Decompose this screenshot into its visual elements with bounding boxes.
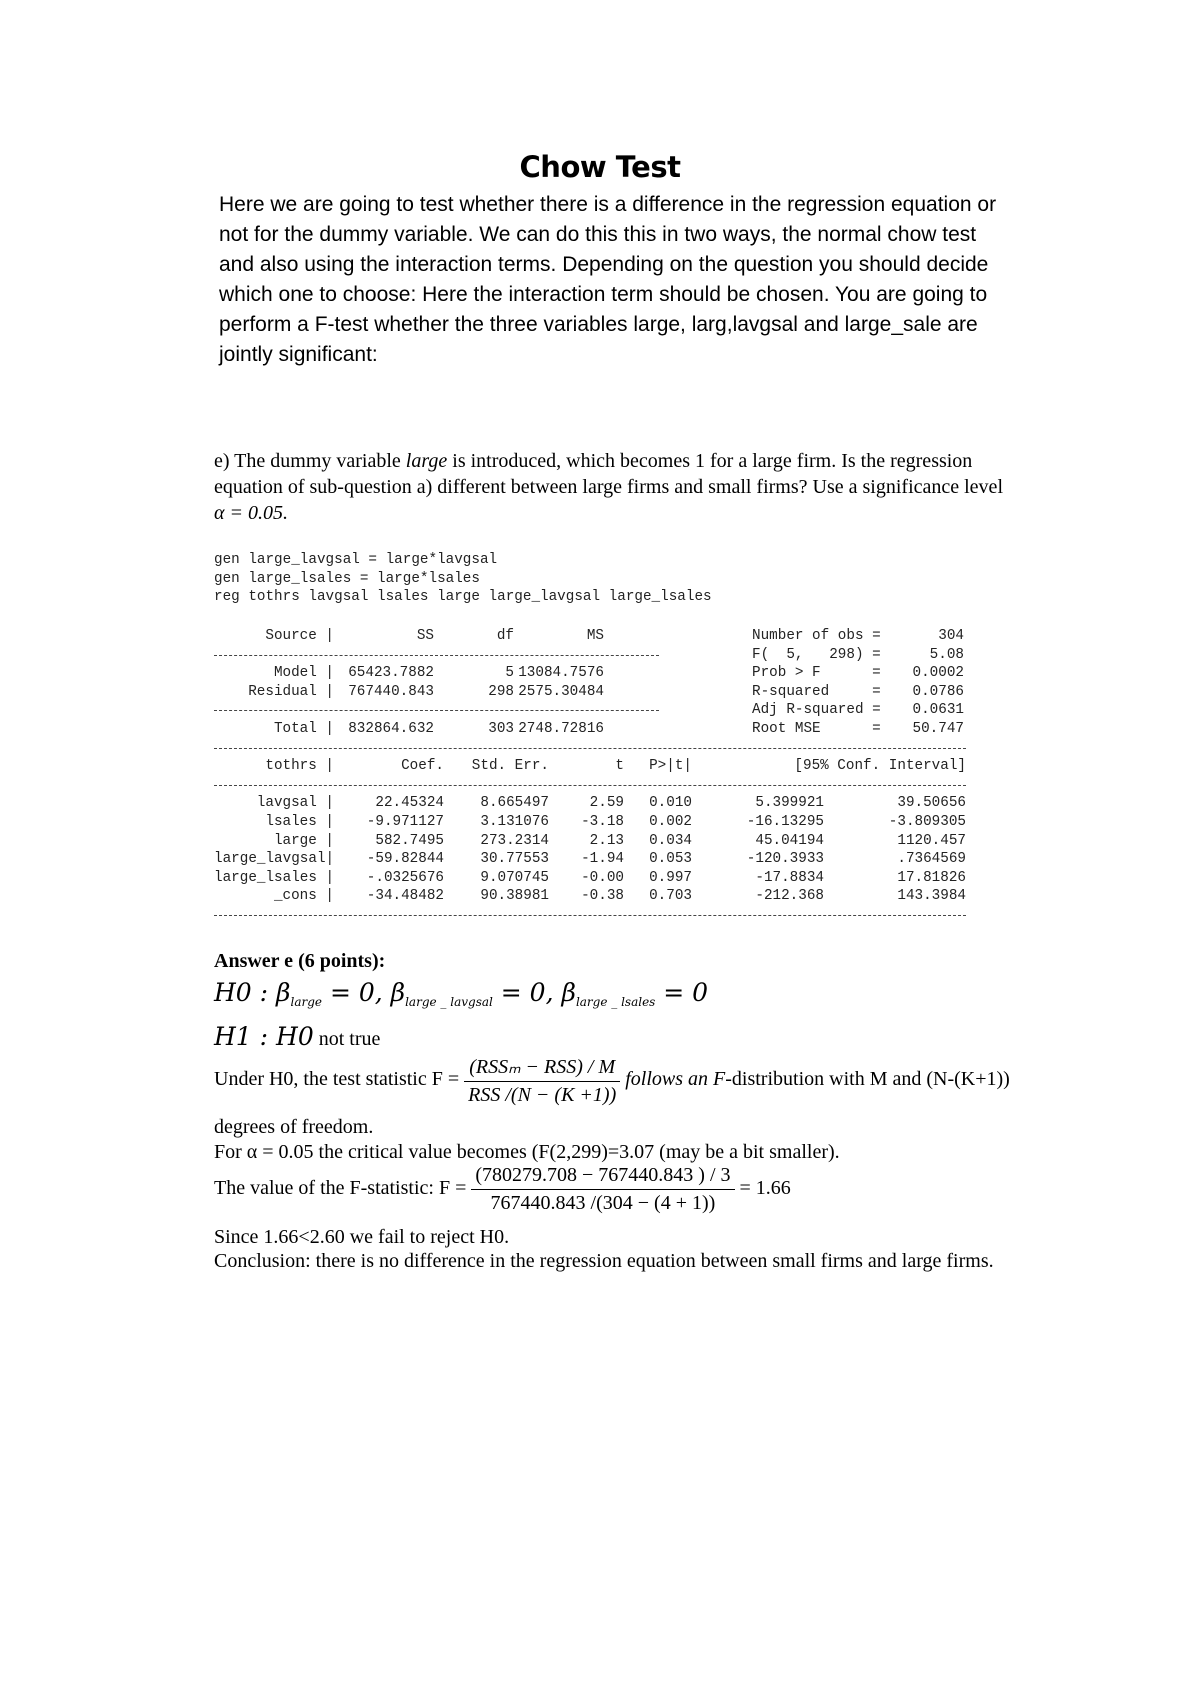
fvalue-fraction bbox=[471, 1164, 734, 1215]
fvalue-numerator: (780279.708 − 767440.843 ) / 3 bbox=[471, 1164, 734, 1190]
stat-label: Prob > F = bbox=[752, 665, 881, 682]
coef-var: large | bbox=[273, 832, 334, 849]
anova-ms: 2748.72816 bbox=[518, 720, 604, 737]
coef-ci-lo: -17.8834 bbox=[755, 869, 824, 886]
coef-t: -3.18 bbox=[581, 813, 624, 830]
anova-header-ms: MS bbox=[586, 628, 604, 644]
stat-label: Number of obs = bbox=[752, 628, 881, 644]
question-post: is introduced, which becomes 1 for a large firm. Is the regression bbox=[447, 450, 973, 472]
anova-ss: 832864.632 bbox=[348, 720, 434, 737]
h0-sub-2: large _ lavgsal bbox=[405, 995, 493, 1009]
stat-value: 0.0631 bbox=[912, 702, 964, 719]
h0-sub-1: large bbox=[290, 995, 322, 1009]
command-line: reg tothrs lavgsal lsales large large_lavgsal large_lsales bbox=[214, 589, 712, 605]
anova-rule-row bbox=[214, 701, 964, 720]
coef-rule-mid bbox=[214, 776, 248, 795]
coef-value: 22.45324 bbox=[375, 795, 444, 812]
anova-rule-row bbox=[214, 646, 964, 665]
coef-ci-hi: .7364569 bbox=[897, 851, 966, 868]
test-statistic-line bbox=[214, 1054, 1010, 1107]
stat-label: R-squared = bbox=[752, 683, 881, 700]
coef-var: lavgsal | bbox=[256, 795, 334, 812]
coef-divider bbox=[214, 915, 966, 916]
coef-p: 0.034 bbox=[649, 832, 692, 849]
coef-ci-hi: 17.81826 bbox=[897, 869, 966, 886]
h1-math: H1 : H0 bbox=[214, 1022, 314, 1051]
coef-rule-bottom bbox=[214, 906, 248, 925]
command-line: gen large_lavgsal = large*lavgsal bbox=[214, 552, 498, 568]
stat-follows: follows an F bbox=[625, 1068, 726, 1091]
coef-t: -0.38 bbox=[581, 888, 624, 905]
h1-hypothesis bbox=[214, 1022, 380, 1051]
command-line: gen large_lsales = large*lsales bbox=[214, 570, 480, 587]
coef-row bbox=[214, 887, 966, 906]
coef-p: 0.997 bbox=[649, 869, 692, 886]
h0-sub-3: large _ lsales bbox=[575, 995, 656, 1009]
coef-row bbox=[214, 813, 966, 832]
anova-source: Model | bbox=[273, 665, 334, 682]
stat-tail: -distribution with M and (N-(K+1)) bbox=[725, 1068, 1010, 1091]
coef-se: 90.38981 bbox=[480, 888, 549, 905]
coef-header-var: tothrs | bbox=[265, 758, 334, 775]
anova-df: 298 bbox=[488, 683, 514, 700]
coef-ci-lo: -120.3933 bbox=[746, 851, 824, 868]
anova-ss: 767440.843 bbox=[348, 683, 434, 700]
anova-header-df: df bbox=[496, 628, 514, 644]
coef-se: 3.131076 bbox=[480, 813, 549, 830]
coef-header-coef: Coef. bbox=[401, 758, 444, 775]
intro-line: Here we are going to test whether there is a difference in the regression equation or bbox=[219, 193, 997, 216]
stat-fraction bbox=[464, 1054, 620, 1107]
coef-value: 582.7495 bbox=[375, 832, 444, 849]
coef-t: -0.00 bbox=[581, 869, 624, 886]
stat-value: 0.0786 bbox=[912, 683, 964, 700]
critical-line: For α = 0.05 the critical value becomes (F(2,299)=3.07 (may be a bit smaller). bbox=[214, 1141, 840, 1163]
coef-ci-hi: -3.809305 bbox=[888, 813, 966, 830]
regression-output bbox=[214, 627, 966, 925]
anova-header-ss: SS bbox=[416, 628, 434, 644]
anova-df: 303 bbox=[488, 720, 514, 737]
coef-ci-hi: 143.3984 bbox=[897, 888, 966, 905]
coef-p: 0.703 bbox=[649, 888, 692, 905]
coef-ci-lo: 45.04194 bbox=[755, 832, 824, 849]
h1-text: not true bbox=[313, 1028, 381, 1050]
coef-header-t: t bbox=[615, 758, 624, 775]
stat-value: 5.08 bbox=[929, 646, 964, 663]
anova-df: 5 bbox=[505, 665, 514, 682]
f-value-line bbox=[214, 1164, 791, 1215]
coef-p: 0.053 bbox=[649, 851, 692, 868]
coef-row bbox=[214, 869, 966, 888]
coef-p: 0.010 bbox=[649, 795, 692, 812]
coef-se: 30.77553 bbox=[480, 851, 549, 868]
coef-var: _cons | bbox=[273, 888, 334, 905]
intro-line: and also using the interaction terms. Depending on the question you should decide bbox=[219, 253, 989, 276]
stat-denominator: RSS /(N − (K +1)) bbox=[468, 1084, 617, 1106]
fvalue-denominator: 767440.843 /(304 − (4 + 1)) bbox=[490, 1192, 716, 1214]
answer-heading: Answer e (6 points): bbox=[214, 950, 386, 972]
stat-value: 304 bbox=[938, 628, 964, 644]
coef-p: 0.002 bbox=[649, 813, 692, 830]
fvalue-lead: The value of the F-statistic: F = bbox=[214, 1177, 467, 1200]
intro-paragraph bbox=[219, 190, 1079, 370]
coef-t: 2.59 bbox=[589, 795, 624, 812]
coef-ci-hi: 39.50656 bbox=[897, 795, 966, 812]
coef-value: -59.82844 bbox=[366, 851, 444, 868]
intro-line: not for the dummy variable. We can do this this in two ways, the normal chow test bbox=[219, 223, 977, 246]
coef-se: 273.2314 bbox=[480, 832, 549, 849]
anova-ss: 65423.7882 bbox=[348, 665, 434, 682]
coef-rule-top bbox=[214, 739, 248, 758]
stat-label: Adj R-squared = bbox=[752, 702, 881, 719]
question-italic: large bbox=[405, 450, 448, 472]
coef-var: large_lavgsal| bbox=[214, 851, 335, 868]
coef-var: lsales | bbox=[265, 813, 334, 830]
h0-hypothesis bbox=[214, 978, 708, 1009]
h0-eq-1: = 0, β bbox=[322, 978, 406, 1007]
intro-line: perform a F-test whether the three variables large, larg,lavgsal and large_sale are bbox=[219, 313, 978, 336]
anova-row-total bbox=[214, 720, 964, 739]
anova-row-residual bbox=[214, 683, 964, 702]
dof-line: degrees of freedom. bbox=[214, 1116, 374, 1138]
coef-header-ci: [95% Conf. Interval] bbox=[794, 758, 966, 775]
coef-value: -34.48482 bbox=[366, 888, 444, 905]
coef-divider bbox=[214, 785, 966, 786]
h0-eq-3: = 0 bbox=[655, 978, 709, 1007]
stat-label: F( 5, 298) = bbox=[752, 646, 881, 663]
conclusion-line: Conclusion: there is no difference in the regression equation between small firms and large firms. bbox=[214, 1250, 994, 1272]
anova-divider bbox=[214, 710, 659, 711]
stat-numerator: (RSSₘ − RSS) / M bbox=[464, 1054, 620, 1082]
fvalue-result: = 1.66 bbox=[739, 1177, 791, 1200]
anova-ms: 13084.7576 bbox=[518, 665, 604, 682]
coef-ci-hi: 1120.457 bbox=[897, 832, 966, 849]
coef-header-row bbox=[214, 757, 966, 776]
coef-se: 8.665497 bbox=[480, 795, 549, 812]
h0-lead: H0 : β bbox=[214, 978, 291, 1007]
coef-var: large_lsales | bbox=[214, 869, 335, 886]
anova-source: Residual | bbox=[248, 683, 334, 700]
question-line-2: equation of sub-question a) different between large firms and small firms? Use a significance level bbox=[214, 476, 1003, 498]
question-e bbox=[214, 448, 1114, 526]
coef-row bbox=[214, 850, 966, 869]
coef-divider bbox=[214, 748, 966, 749]
coef-ci-lo: -212.368 bbox=[755, 888, 824, 905]
stata-commands bbox=[214, 551, 712, 607]
coef-ci-lo: -16.13295 bbox=[746, 813, 824, 830]
coef-row bbox=[214, 832, 966, 851]
question-line-1 bbox=[214, 448, 1114, 474]
since-line: Since 1.66<2.60 we fail to reject H0. bbox=[214, 1226, 510, 1248]
anova-header-row bbox=[214, 627, 964, 646]
coef-ci-lo: 5.399921 bbox=[755, 795, 824, 812]
stat-value: 0.0002 bbox=[912, 665, 964, 682]
anova-header-source: Source | bbox=[265, 628, 334, 644]
coef-header-se: Std. Err. bbox=[471, 758, 549, 775]
coef-header-p: P>|t| bbox=[649, 758, 692, 775]
anova-source: Total | bbox=[273, 720, 334, 737]
coef-se: 9.070745 bbox=[480, 869, 549, 886]
question-pre: e) The dummy variable bbox=[214, 450, 406, 472]
h0-eq-2: = 0, β bbox=[492, 978, 576, 1007]
coef-t: -1.94 bbox=[581, 851, 624, 868]
stat-value: 50.747 bbox=[912, 720, 964, 737]
coef-value: -9.971127 bbox=[366, 813, 444, 830]
anova-ms: 2575.30484 bbox=[518, 683, 604, 700]
coef-row bbox=[214, 794, 966, 813]
page-title: Chow Test bbox=[519, 150, 681, 184]
stat-lead: Under H0, the test statistic F = bbox=[214, 1068, 460, 1091]
anova-row-model bbox=[214, 664, 964, 683]
coef-t: 2.13 bbox=[589, 832, 624, 849]
stat-label: Root MSE = bbox=[752, 720, 881, 737]
intro-line: which one to choose: Here the interaction term should be chosen. You are going to bbox=[219, 283, 988, 306]
question-line-3: α = 0.05. bbox=[214, 502, 288, 524]
intro-line: jointly significant: bbox=[219, 343, 378, 366]
coef-value: -.0325676 bbox=[366, 869, 444, 886]
anova-divider bbox=[214, 655, 659, 656]
